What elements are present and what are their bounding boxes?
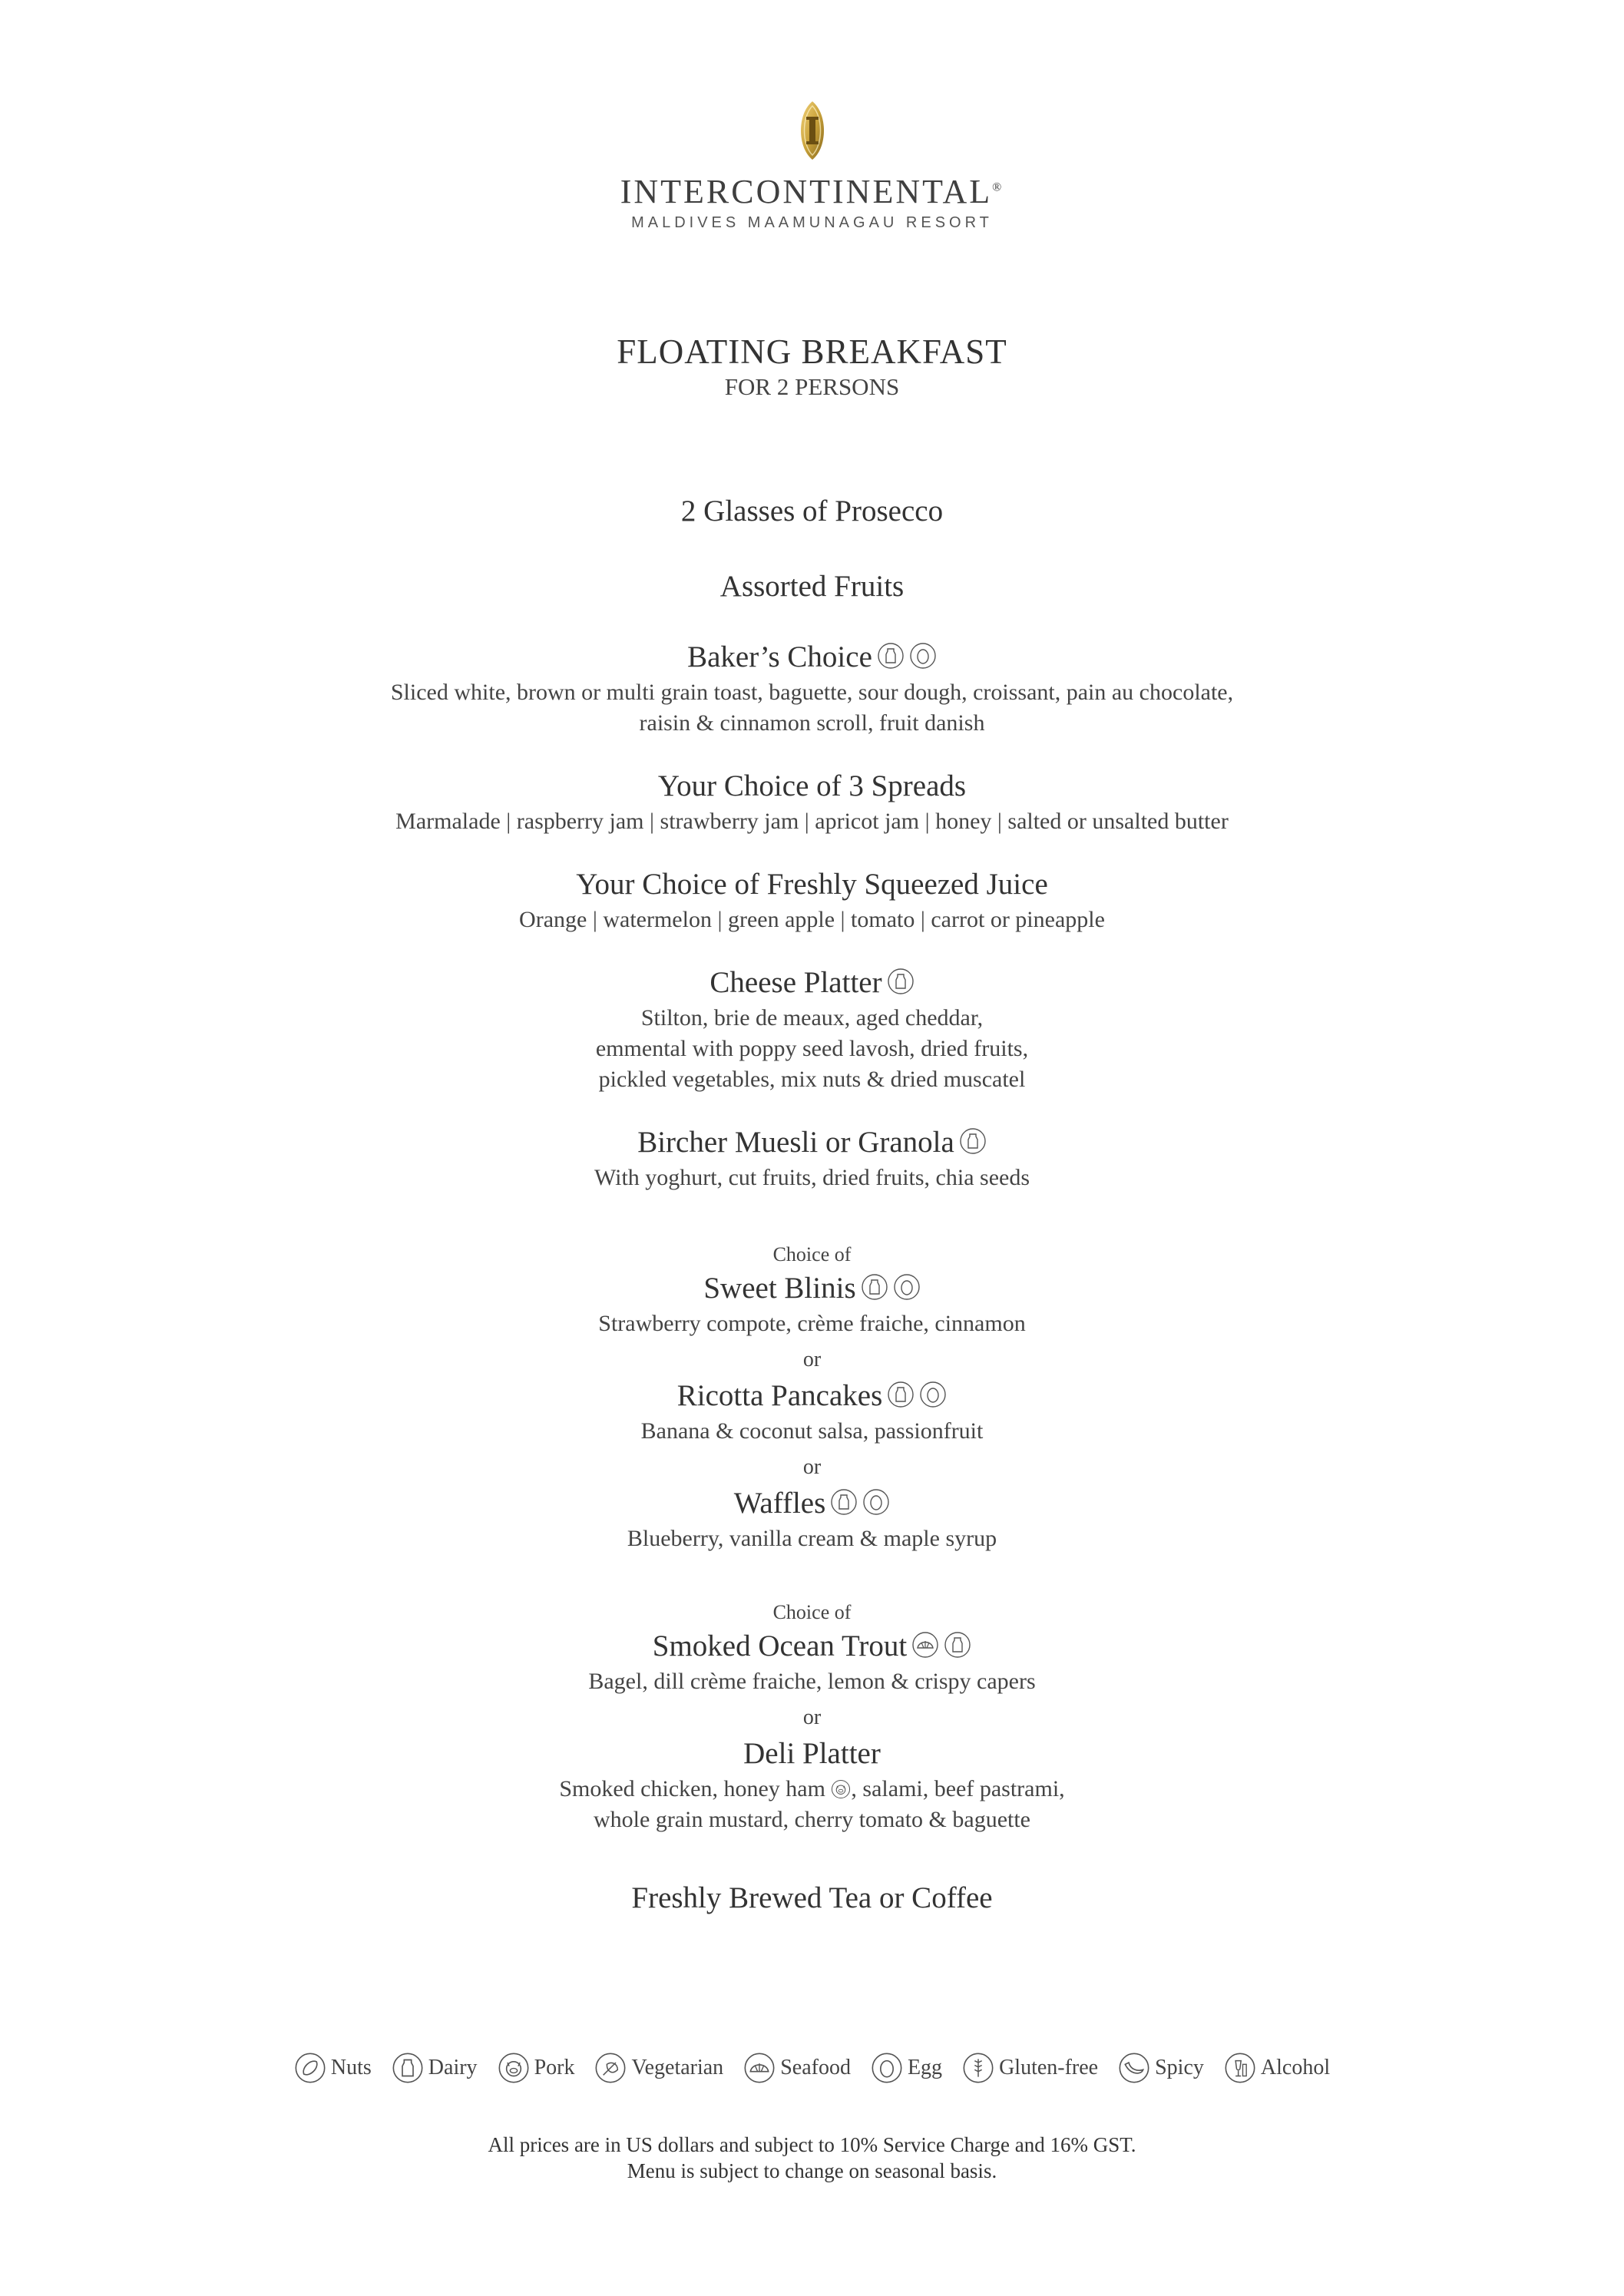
menu-item-description: Marmalade | raspberry jam | strawberry jam | apricot jam | honey | salted or unsalted butter: [395, 809, 1229, 834]
choice-option-name: Ricotta Pancakes: [676, 1379, 883, 1412]
menu-item: [0, 1123, 1624, 1193]
menu-item: [0, 567, 1624, 607]
brand-header: [0, 100, 1624, 232]
dairy-icon: [959, 1126, 987, 1153]
legend-item: [1118, 2052, 1204, 2084]
menu-item-heading: [0, 567, 1624, 607]
choice-option-name: Sweet Blinis: [703, 1272, 856, 1305]
menu-item-description: Orange | watermelon | green apple | tomato | carrot or pineapple: [519, 907, 1105, 932]
menu-title-block: [0, 332, 1624, 401]
choice-of-label: Choice of: [772, 1243, 852, 1265]
brand-name: INTERCONTINENTAL®: [620, 173, 1004, 210]
page-title: FLOATING BREAKFAST: [617, 332, 1007, 371]
menu-item-heading: [0, 491, 1624, 531]
footer-line-prices: All prices are in US dollars and subject to 10% Service Charge and 16% GST.: [488, 2133, 1136, 2156]
menu-item-description: pickled vegetables, mix nuts & dried muscatel: [598, 1067, 1026, 1092]
description-part: , salami, beef pastrami,: [851, 1776, 1065, 1801]
brand-subtitle: MALDIVES MAAMUNAGAU RESORT: [631, 214, 993, 231]
legend-item: [1224, 2052, 1330, 2084]
dairy-icon: [877, 640, 905, 668]
choice-group: [0, 1241, 1624, 1554]
menu-list: [0, 491, 1624, 1918]
legend-item: [498, 2052, 575, 2084]
seafood-icon: [911, 1629, 939, 1657]
egg-icon: [893, 1272, 921, 1299]
menu-item-name: Bircher Muesli or Granola: [637, 1126, 954, 1159]
menu-item-name: 2 Glasses of Prosecco: [680, 495, 944, 528]
pork-icon: [498, 2052, 530, 2084]
dairy-icon: [830, 1487, 858, 1514]
intercontinental-logo-icon: [788, 100, 837, 161]
choice-option-description: Strawberry compote, crème fraiche, cinnamon: [598, 1311, 1026, 1336]
seafood-icon: [743, 2052, 776, 2084]
legend-item: [871, 2052, 942, 2084]
menu-item: [0, 637, 1624, 739]
choice-option-heading: [0, 1626, 1624, 1666]
menu-item-heading: [0, 865, 1624, 905]
dairy-icon: [861, 1272, 888, 1299]
pork-icon: [831, 1777, 851, 1797]
description-part: Smoked chicken, honey ham: [559, 1776, 825, 1801]
legend-label: Alcohol: [1260, 2056, 1331, 2079]
menu-item-description: Sliced white, brown or multi grain toast, baguette, sour dough, croissant, pain au chocolate,: [390, 680, 1234, 705]
choice-of-label: Choice of: [772, 1601, 852, 1623]
or-separator: or: [802, 1348, 822, 1371]
legend-item: [743, 2052, 851, 2084]
footer-line-seasonal: Menu is subject to change on seasonal basis.: [627, 2159, 997, 2182]
dietary-legend: [0, 2052, 1624, 2084]
egg-icon: [871, 2052, 903, 2084]
choice-option-name: Smoked Ocean Trout: [652, 1629, 908, 1662]
legend-label: Vegetarian: [631, 2056, 724, 2079]
choice-option-description: Bagel, dill crème fraiche, lemon & crispy capers: [588, 1669, 1036, 1694]
choice-option-description: Blueberry, vanilla cream & maple syrup: [627, 1526, 997, 1551]
choice-option-description: [0, 1774, 1624, 1805]
choice-option-heading: [0, 1269, 1624, 1308]
menu-item-description: With yoghurt, cut fruits, dried fruits, chia seeds: [594, 1165, 1030, 1190]
nuts-icon: [294, 2052, 326, 2084]
choice-option-heading: [0, 1376, 1624, 1416]
legend-item: [294, 2052, 372, 2084]
or-separator: or: [802, 1455, 822, 1479]
or-separator: or: [802, 1705, 822, 1729]
dairy-icon: [887, 966, 915, 994]
legend-label: Egg: [907, 2056, 943, 2079]
dairy-icon: [887, 1379, 915, 1407]
legend-label: Dairy: [428, 2056, 478, 2079]
menu-item-heading: [0, 766, 1624, 806]
menu-item-name: Your Choice of 3 Spreads: [657, 769, 967, 802]
menu-item-name: Baker’s Choice: [687, 640, 872, 673]
legend-label: Seafood: [780, 2056, 851, 2079]
legend-item: [962, 2052, 1098, 2084]
menu-item-name: Cheese Platter: [709, 966, 882, 999]
menu-item-heading: [0, 1123, 1624, 1163]
menu-item-name: Assorted Fruits: [719, 570, 905, 603]
choice-option-description: whole grain mustard, cherry tomato & baguette: [594, 1807, 1030, 1832]
egg-icon: [909, 640, 937, 668]
menu-item-description: Stilton, brie de meaux, aged cheddar,: [640, 1005, 984, 1031]
menu-item: [0, 491, 1624, 531]
choice-group: [0, 1599, 1624, 1835]
gluten-free-icon: [962, 2052, 994, 2084]
menu-item-heading: [0, 637, 1624, 677]
choice-option-name: Waffles: [733, 1487, 826, 1520]
menu-item-tea-coffee: Freshly Brewed Tea or Coffee: [631, 1881, 993, 1914]
spicy-icon: [1118, 2052, 1150, 2084]
menu-item: [0, 963, 1624, 1095]
dairy-icon: [392, 2052, 424, 2084]
choice-option-name: Deli Platter: [743, 1737, 881, 1770]
alcohol-icon: [1224, 2052, 1256, 2084]
choice-option-description: Banana & coconut salsa, passionfruit: [640, 1418, 984, 1444]
dairy-icon: [944, 1629, 971, 1657]
menu-item: [0, 766, 1624, 837]
legend-item: [392, 2052, 478, 2084]
legend-item: [594, 2052, 723, 2084]
legend-label: Pork: [534, 2056, 575, 2079]
footer-notes: [0, 2132, 1624, 2184]
vegetarian-icon: [594, 2052, 627, 2084]
page-subtitle: FOR 2 PERSONS: [724, 373, 900, 400]
menu-item-heading: [0, 963, 1624, 1003]
choice-option-heading: [0, 1734, 1624, 1774]
menu-item-name: Your Choice of Freshly Squeezed Juice: [576, 868, 1048, 901]
egg-icon: [919, 1379, 947, 1407]
menu-item: [0, 865, 1624, 935]
legend-label: Spicy: [1155, 2056, 1204, 2079]
legend-label: Gluten-free: [999, 2056, 1099, 2079]
egg-icon: [862, 1487, 890, 1514]
menu-item-description: emmental with poppy seed lavosh, dried fruits,: [595, 1036, 1029, 1061]
menu-item-description: raisin & cinnamon scroll, fruit danish: [639, 710, 985, 736]
legend-label: Nuts: [330, 2056, 372, 2079]
choice-option-heading: [0, 1484, 1624, 1523]
